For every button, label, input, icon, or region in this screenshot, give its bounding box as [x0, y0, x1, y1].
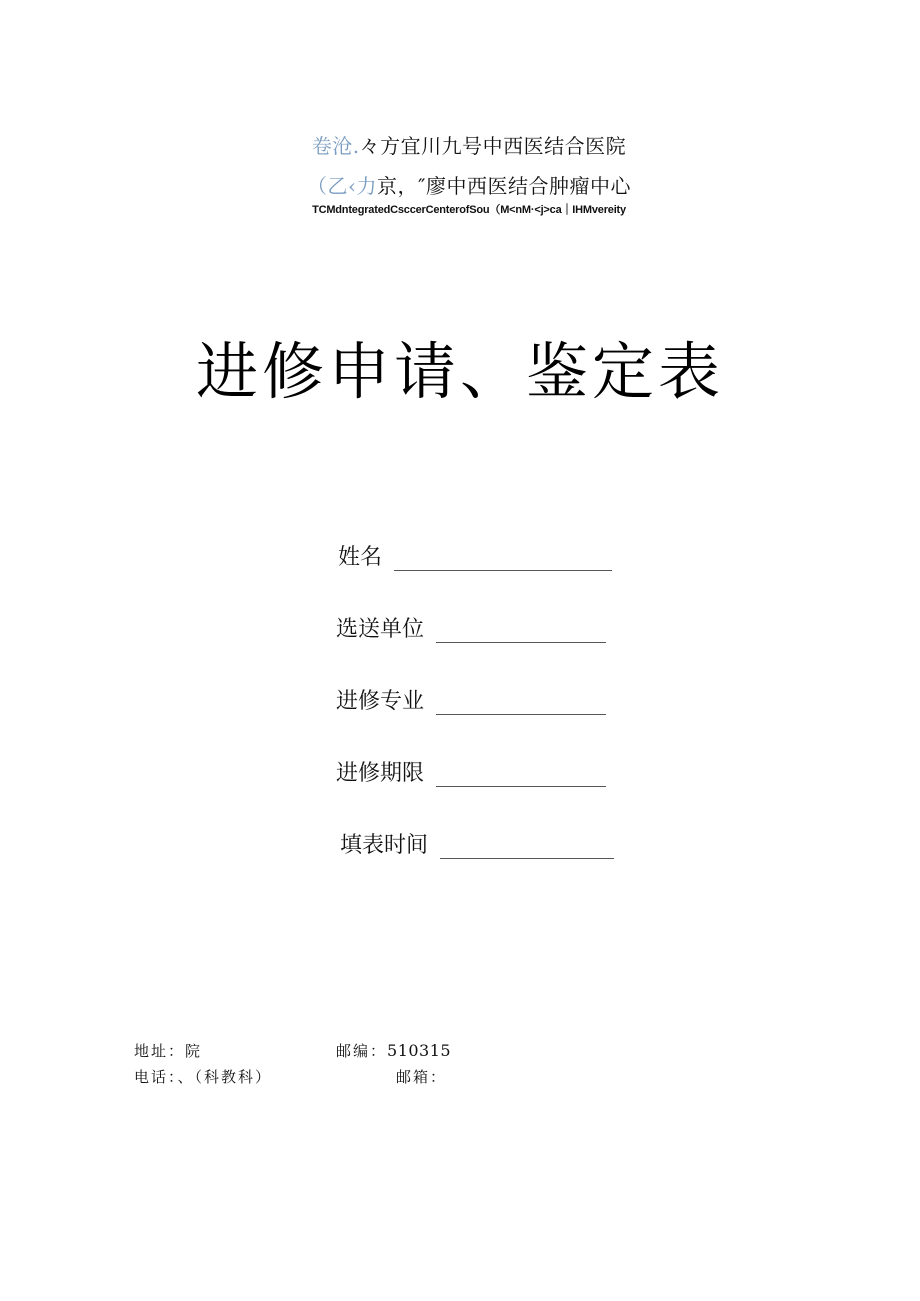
postcode-value: 510315: [387, 1041, 452, 1060]
major-blank-line[interactable]: [436, 696, 606, 715]
name-field: [338, 540, 612, 571]
period-field: [336, 756, 606, 787]
sending-unit-blank-line[interactable]: [436, 624, 606, 643]
major-label: 进修专业: [336, 689, 425, 714]
phone-info: 电话：、（科教科）: [134, 1068, 273, 1086]
email-info: 邮箱：: [396, 1068, 448, 1086]
sending-unit-label: 选送单位: [336, 617, 425, 642]
fill-date-field: [340, 828, 614, 859]
name-label: 姓名: [338, 545, 383, 570]
hospital-name-accent: 卷沧.: [311, 134, 360, 158]
hospital-name-text: 々方宜川九号中西医结合医院: [359, 134, 627, 158]
period-label: 进修期限: [336, 761, 425, 786]
sending-unit-field: [336, 612, 606, 643]
fill-date-blank-line[interactable]: [440, 840, 614, 859]
document-title: 进修申请、鉴定表: [195, 335, 724, 408]
postcode-label: 邮编：: [336, 1042, 388, 1060]
period-blank-line[interactable]: [436, 768, 606, 787]
postcode-info: [336, 1040, 451, 1061]
center-name-line: [0, 170, 920, 199]
hospital-name-line: [0, 130, 920, 159]
fill-date-label: 填表时间: [340, 833, 429, 858]
name-blank-line[interactable]: [394, 552, 612, 571]
center-english-name: TCMdntegratedCsccerCenterofSou（M<nM·<j>ca｜IHMvereity: [312, 204, 626, 216]
center-name-text: 京，″廖中西医结合肿瘤中心: [377, 174, 631, 198]
center-name-accent: （乙‹力: [307, 174, 377, 198]
major-field: [336, 684, 606, 715]
address-info: 地址：院: [134, 1042, 203, 1060]
